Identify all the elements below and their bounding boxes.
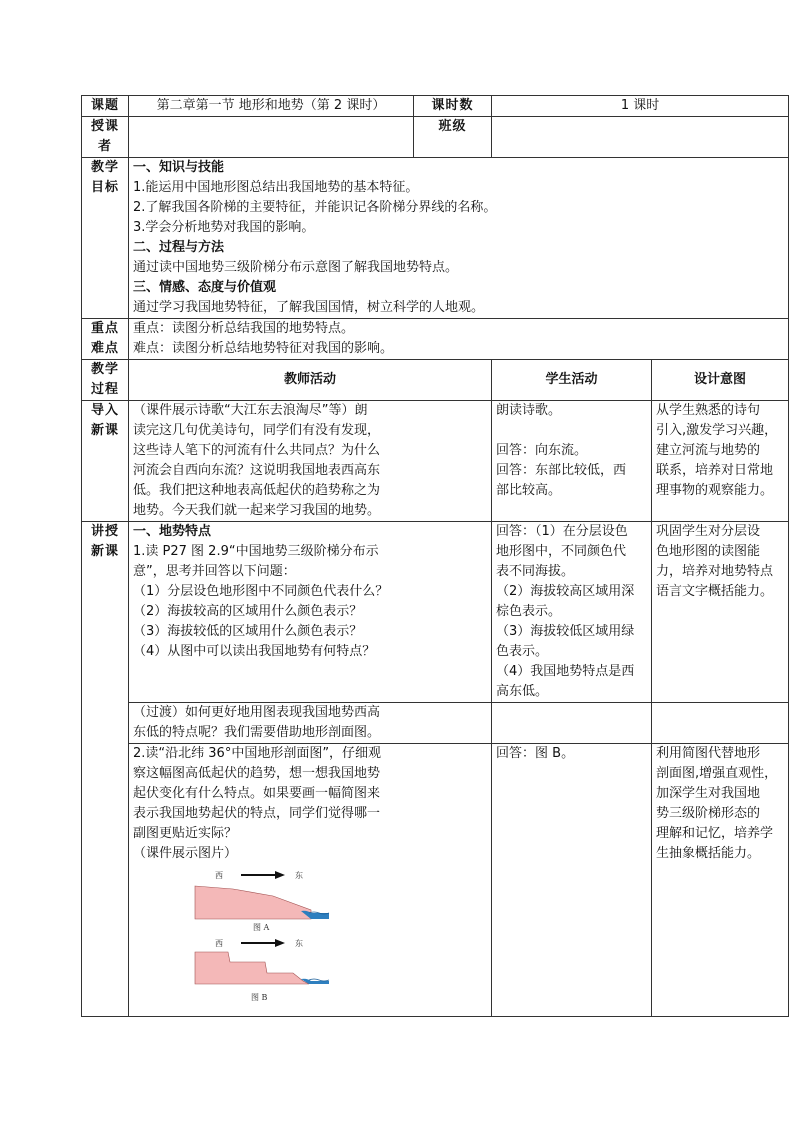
intro-teacher-line: （课件展示诗歌“大江东去浪淘尽”等）朗 <box>133 403 368 418</box>
objective-item: 3.学会分析地势对我国的影响。 <box>133 220 315 235</box>
lecture-teacher-activity <box>129 522 492 703</box>
objectives-label <box>82 158 129 319</box>
lecture-answer-line: 高东低。 <box>496 684 549 699</box>
intro-row <box>82 401 789 522</box>
figure-a-land <box>195 886 311 919</box>
profile-figures <box>133 866 487 1016</box>
intro-student-line: 回答：东部比较低，西 <box>496 463 627 478</box>
class-label: 班级 <box>414 117 492 158</box>
terrain-profile-diagrams <box>193 866 353 1012</box>
intro-design-line: 建立河流与地势的 <box>656 443 761 458</box>
lecture-label-2: 新课 <box>90 544 119 559</box>
profile-student-activity <box>492 744 652 1017</box>
lecture-answer-line: （4）我国地势特点是西 <box>496 664 635 679</box>
lecture-question: （1）分层设色地形图中不同颜色代表什么？ <box>133 584 389 599</box>
lecture-answer-line: （3）海拔较低区域用绿 <box>496 624 635 639</box>
objectives-label-2: 目标 <box>90 180 119 195</box>
topic-value: 第二章第一节 地形和地势（第 2 课时） <box>129 96 414 117</box>
arrow-right-icon <box>275 871 285 879</box>
lecture-label <box>82 522 129 1017</box>
lesson-plan-table <box>81 95 789 1017</box>
profile-teacher-activity <box>129 744 492 1017</box>
lecture-student-activity <box>492 522 652 703</box>
objectives-row <box>82 158 789 319</box>
lecture-question: （3）海拔较低的区域用什么颜色表示？ <box>133 624 363 639</box>
profile-design-line: 利用简图代替地形 <box>656 746 761 761</box>
figure-a-caption: 图 A <box>253 923 270 932</box>
process-label-1: 教学 <box>90 362 119 377</box>
key-points-label-2: 难点 <box>90 341 119 356</box>
figure-b-west-label: 西 <box>215 939 223 948</box>
objective-item: 1.能运用中国地形图总结出我国地势的基本特征。 <box>133 180 419 195</box>
objective-item: 通过学习我国地势特征，了解我国国情，树立科学的人地观。 <box>133 300 485 315</box>
transition-student-empty <box>492 703 652 744</box>
lecture-design-line: 力，培养对地势特点 <box>656 564 774 579</box>
profile-teacher-line: （课件展示图片） <box>133 846 238 861</box>
teacher-activity-header: 教师活动 <box>129 360 492 401</box>
objectives-label-1: 教学 <box>90 160 119 175</box>
lecture-answer-line: 色表示。 <box>496 644 549 659</box>
intro-design-line: 联系，培养对日常地 <box>656 463 774 478</box>
lecture-design-intent <box>652 522 789 703</box>
intro-teacher-line: 河流会自西向东流？这说明我国地表西高东 <box>133 463 381 478</box>
profile-design-line: 剖面图,增强直观性， <box>656 766 778 781</box>
lecture-row <box>82 522 789 703</box>
objectives-heading-process: 二、过程与方法 <box>133 240 225 255</box>
figure-b-wave <box>309 979 329 981</box>
intro-teacher-activity <box>129 401 492 522</box>
header-row-teacher <box>82 117 789 158</box>
topic-label: 课题 <box>82 96 129 117</box>
profile-teacher-line: 2.读“沿北纬 36°中国地形剖面图”，仔细观 <box>133 746 382 761</box>
transition-text <box>129 703 492 744</box>
profile-answer: 回答：图 B。 <box>496 746 575 761</box>
process-label-2: 过程 <box>90 382 119 397</box>
student-activity-header: 学生活动 <box>492 360 652 401</box>
intro-student-line: 部比较高。 <box>496 483 562 498</box>
header-row-topic <box>82 96 789 117</box>
figure-b <box>195 938 329 1002</box>
lecture-answer-line: 棕色表示。 <box>496 604 562 619</box>
transition-line: 东低的特点呢？我们需要借助地形剖面图。 <box>133 725 381 740</box>
figure-b-east-label: 东 <box>295 939 303 948</box>
difficult-point-text: 难点：读图分析总结地势特征对我国的影响。 <box>133 341 394 356</box>
figure-b-caption: 图 B <box>251 993 268 1002</box>
intro-design-intent <box>652 401 789 522</box>
profile-row <box>82 744 789 1017</box>
process-header-row <box>82 360 789 401</box>
objectives-heading-attitude: 三、情感、态度与价值观 <box>133 280 277 295</box>
profile-teacher-line: 起伏变化有什么特点。如果要画一幅简图来 <box>133 786 381 801</box>
figure-a-east-label: 东 <box>295 871 303 880</box>
key-points-row <box>82 319 789 360</box>
lecture-label-1: 讲授 <box>90 524 119 539</box>
teacher-value <box>129 117 414 158</box>
objective-item: 2.了解我国各阶梯的主要特征，并能识记各阶梯分界线的名称。 <box>133 200 497 215</box>
hours-value: 1 课时 <box>492 96 789 117</box>
key-point-text: 重点：读图分析总结我国的地势特点。 <box>133 321 355 336</box>
lecture-section-heading: 一、地势特点 <box>133 524 212 539</box>
transition-row <box>82 703 789 744</box>
key-points-label <box>82 319 129 360</box>
objective-item: 通过读中国地势三级阶梯分布示意图了解我国地势特点。 <box>133 260 459 275</box>
lecture-teacher-line: 意”，思考并回答以下问题： <box>133 564 296 579</box>
objectives-heading-knowledge: 一、知识与技能 <box>133 160 225 175</box>
intro-teacher-line: 低。我们把这种地表高低起伏的趋势称之为 <box>133 483 381 498</box>
key-points-content <box>129 319 789 360</box>
intro-label <box>82 401 129 522</box>
lecture-answer-line: （2）海拔较高区域用深 <box>496 584 635 599</box>
class-value <box>492 117 789 158</box>
transition-design-empty <box>652 703 789 744</box>
profile-design-line: 加深学生对我国地 <box>656 786 761 801</box>
objectives-content <box>129 158 789 319</box>
profile-design-line: 势三级阶梯形态的 <box>656 806 761 821</box>
profile-teacher-line: 察这幅图高低起伏的趋势，想一想我国地势 <box>133 766 381 781</box>
lecture-design-line: 色地形图的读图能 <box>656 544 761 559</box>
intro-teacher-line: 地势。今天我们就一起来学习我国的地势。 <box>133 503 381 518</box>
lecture-teacher-line: 1.读 P27 图 2.9“中国地势三级阶梯分布示 <box>133 544 379 559</box>
process-label <box>82 360 129 401</box>
profile-design-line: 生抽象概括能力。 <box>656 846 761 861</box>
intro-teacher-line: 这些诗人笔下的河流有什么共同点？为什么 <box>133 443 381 458</box>
intro-student-line <box>496 421 647 441</box>
profile-teacher-line: 表示我国地势起伏的特点，同学们觉得哪一 <box>133 806 381 821</box>
intro-design-line: 理事物的观察能力。 <box>656 483 774 498</box>
intro-student-line: 朗读诗歌。 <box>496 403 562 418</box>
intro-student-activity <box>492 401 652 522</box>
intro-design-line: 引入,激发学习兴趣， <box>656 423 778 438</box>
design-intent-header: 设计意图 <box>652 360 789 401</box>
intro-label-2: 新课 <box>90 423 119 438</box>
teacher-label: 授课者 <box>82 117 129 158</box>
hours-label: 课时数 <box>414 96 492 117</box>
lecture-answer-line: 地形图中，不同颜色代 <box>496 544 627 559</box>
lecture-answer-line: 回答：（1）在分层设色 <box>496 524 628 539</box>
lecture-answer-line: 表不同海拔。 <box>496 564 575 579</box>
profile-design-line: 理解和记忆，培养学 <box>656 826 774 841</box>
intro-label-1: 导入 <box>90 403 119 418</box>
arrow-right-icon <box>275 939 285 947</box>
figure-b-land-staircase <box>195 952 309 984</box>
intro-student-line: 回答：向东流。 <box>496 443 588 458</box>
transition-line: （过渡）如何更好地用图表现我国地势西高 <box>133 705 381 720</box>
intro-design-line: 从学生熟悉的诗句 <box>656 403 761 418</box>
lecture-design-line: 巩固学生对分层设 <box>656 524 761 539</box>
key-points-label-1: 重点 <box>90 321 119 336</box>
lecture-question: （2）海拔较高的区域用什么颜色表示？ <box>133 604 363 619</box>
intro-teacher-line: 读完这几句优美诗句，同学们有没有发现， <box>133 423 381 438</box>
profile-design-intent <box>652 744 789 1017</box>
profile-teacher-line: 副图更贴近实际？ <box>133 826 238 841</box>
lecture-design-line: 语言文字概括能力。 <box>656 584 774 599</box>
lecture-question: （4）从图中可以读出我国地势有何特点？ <box>133 644 376 659</box>
figure-a-west-label: 西 <box>215 871 223 880</box>
figure-a <box>195 870 329 932</box>
